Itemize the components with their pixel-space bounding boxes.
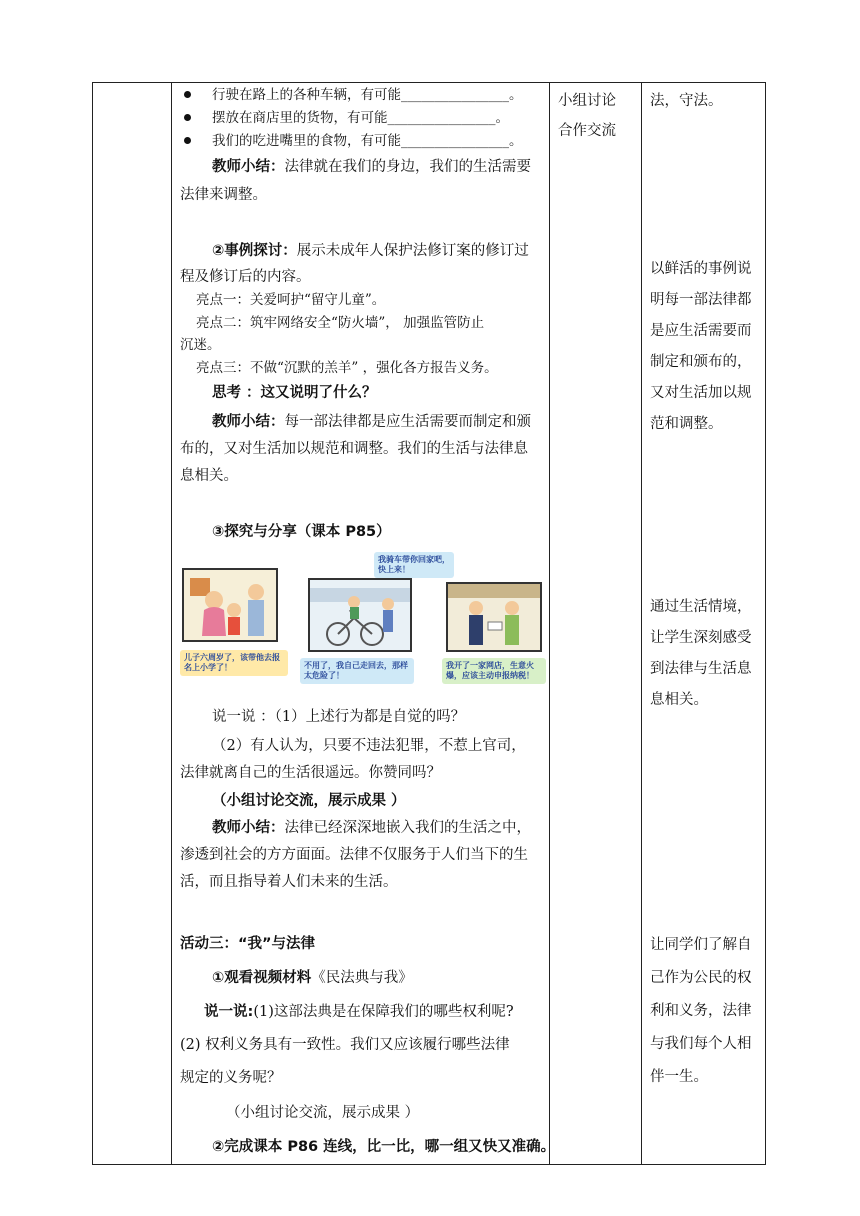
speech-bubble-right: 我开了一家网店，生意火爆，应该主动申报纳税！ xyxy=(442,658,546,684)
intent-line: 让同学们了解自 xyxy=(650,937,752,953)
family-scene-icon xyxy=(184,570,276,640)
intent-line: 利和义务，法律 xyxy=(650,1003,752,1019)
highlight-1: 亮点一：关爱呵护“留守儿童”。 xyxy=(196,292,386,308)
case-study: ②事例探讨：展示未成年人保护法修订案的修订过 xyxy=(212,243,529,259)
teacher-summary-2-cont: 布的，又对生活加以规范和调整。我们的生活与法律息 xyxy=(180,441,528,457)
group-discussion-note-2: （小组讨论交流，展示成果 ） xyxy=(226,1105,420,1121)
highlight-2: 亮点二：筑牢网络安全“防火墙”， 加强监管防止 xyxy=(196,315,485,331)
intent-line: 伴一生。 xyxy=(650,1069,708,1085)
table-border-top xyxy=(92,82,765,83)
say-question-3: 说一说:(1)这部法典是在保障我们的哪些权利呢? xyxy=(204,1004,514,1020)
intent-line: 通过生活情境， xyxy=(650,599,752,615)
intent-line: 又对生活加以规 xyxy=(650,385,752,401)
table-border-bottom xyxy=(92,1164,765,1165)
intent-line: 制定和颁布的， xyxy=(650,354,752,370)
intent-block-3 xyxy=(650,929,762,1094)
bullet-icon xyxy=(184,137,191,144)
case-label: ②事例探讨： xyxy=(212,243,297,259)
intent-line: 与我们每个人相 xyxy=(650,1036,752,1052)
teacher-summary-1-cont: 法律来调整。 xyxy=(180,187,267,203)
intent-line: 息相关。 xyxy=(650,692,708,708)
highlight-3: 亮点三：不做“沉默的羔羊” ，强化各方报告义务。 xyxy=(196,360,498,376)
method-line: 小组讨论 xyxy=(558,93,616,109)
intent-line: 范和调整。 xyxy=(650,416,723,432)
speech-bubble-middle: 不用了，我自己走回去，那样太危险了！ xyxy=(300,658,414,684)
method-line: 合作交流 xyxy=(558,123,616,139)
group-discussion-note: （小组讨论交流，展示成果 ） xyxy=(212,793,406,809)
textbook-illustration xyxy=(180,552,540,692)
summary-label: 教师小结： xyxy=(212,820,285,836)
teacher-summary-3-cont: 渗透到社会的方方面面。法律不仅服务于人们当下的生 xyxy=(180,847,528,863)
intent-line: 是应生活需要而 xyxy=(650,323,752,339)
intent-block-1 xyxy=(650,254,762,440)
complete-matching-task: ②完成课本 P86 连线，比一比，哪一组又快又准确。 xyxy=(212,1139,556,1155)
teacher-summary-3-cont: 活，而且指导着人们未来的生活。 xyxy=(180,874,398,890)
watch-video: ①观看视频材料《民法典与我》 xyxy=(212,970,413,986)
intent-line: 到法律与生活息 xyxy=(650,661,752,677)
intent-line: 己作为公民的权 xyxy=(650,970,752,986)
column-divider-3 xyxy=(641,82,642,1165)
intent-line: 以鲜活的事例说 xyxy=(650,261,752,277)
case-study-cont: 程及修订后的内容。 xyxy=(180,269,311,285)
illustration-panel-right xyxy=(446,582,542,652)
method-column xyxy=(558,86,616,146)
speech-bubble-left: 儿子六周岁了，该带他去报名上小学了！ xyxy=(180,650,288,676)
bullet-icon xyxy=(184,114,191,121)
think-question: 思考 ：这又说明了什么？ xyxy=(212,385,377,401)
column-divider-1 xyxy=(171,82,172,1165)
bullet-line-2: 摆放在商店里的货物，有可能________________。 xyxy=(212,110,509,126)
tax-office-scene-icon xyxy=(448,584,540,650)
column-divider-2 xyxy=(549,82,550,1165)
bullet-line-3: 我们的吃进嘴里的食物，有可能________________。 xyxy=(212,133,523,149)
intent-line: 让学生深刻感受 xyxy=(650,630,752,646)
illustration-panel-middle xyxy=(308,578,412,652)
bullet-line-1: 行驶在路上的各种车辆，有可能________________。 xyxy=(212,87,523,103)
highlight-2-cont: 沉迷。 xyxy=(180,337,221,353)
teacher-summary-3: 教师小结：法律已经深深地嵌入我们的生活之中， xyxy=(212,820,531,836)
activity-3-heading: 活动三：“我”与法律 xyxy=(180,936,316,952)
explore-share-heading: ③探究与分享（课本 P85） xyxy=(212,524,391,540)
intent-block-2 xyxy=(650,592,762,716)
teacher-summary-1: 教师小结：法律就在我们的身边，我们的生活需要 xyxy=(212,159,531,175)
say-question-4: (2) 权利义务具有一致性。我们又应该履行哪些法律 xyxy=(180,1037,510,1053)
intent-top: 法，守法。 xyxy=(650,93,723,109)
table-border-left xyxy=(92,82,93,1165)
summary-label: 教师小结： xyxy=(212,159,285,175)
bullet-icon xyxy=(184,91,191,98)
intent-line: 明每一部法律都 xyxy=(650,292,752,308)
speech-bubble-top: 我骑车带你回家吧，快上来！ xyxy=(374,552,454,578)
say-question-1: 说一说 ：（1）上述行为都是自觉的吗？ xyxy=(212,709,466,725)
summary-label: 教师小结： xyxy=(212,414,285,430)
say-question-2: （2）有人认为，只要不违法犯罪，不惹上官司， xyxy=(212,738,526,754)
teacher-summary-2: 教师小结：每一部法律都是应生活需要而制定和颁 xyxy=(212,414,531,430)
say-question-2-cont: 法律就离自己的生活很遥远。你赞同吗？ xyxy=(180,765,441,781)
teacher-summary-2-cont: 息相关。 xyxy=(180,468,238,484)
bicycle-scene-icon xyxy=(310,580,410,650)
say-question-4-cont: 规定的义务呢？ xyxy=(180,1070,282,1086)
table-border-right xyxy=(765,82,766,1165)
illustration-panel-left xyxy=(182,568,278,642)
